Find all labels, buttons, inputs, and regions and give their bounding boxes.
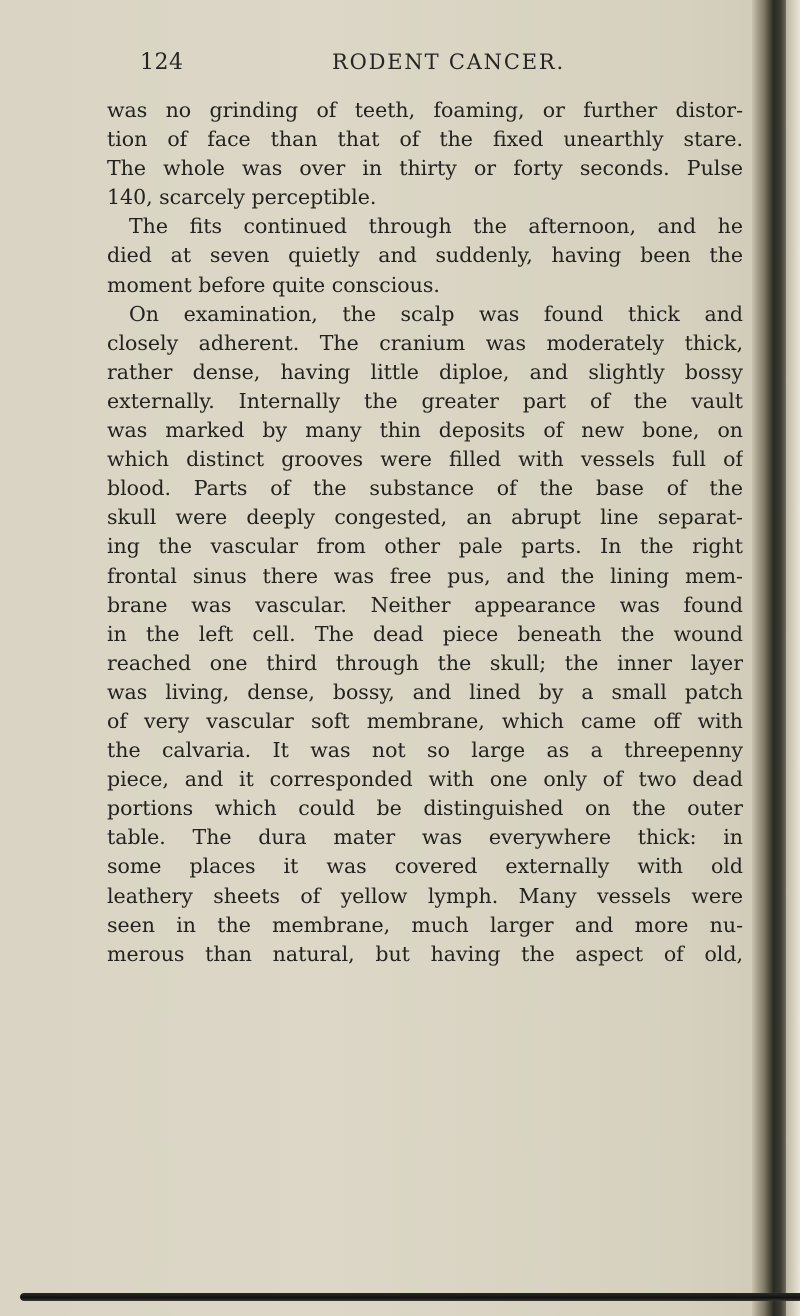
text-line: reached one third through the skull; the inner layer [107,650,743,675]
body-text [107,96,743,969]
text-line: piece, and it corresponded with one only of two dead [107,767,743,792]
text-line: some places it was covered externally with old [107,854,743,879]
text-line: rather dense, having little diploe, and slightly bossy [107,359,743,384]
text-line: portions which could be distinguished on the outer [107,796,743,821]
text-line: externally. Internally the greater part of the vault [107,388,743,413]
text-line: 140, scarcely perceptible. [107,185,377,210]
text-line: blood. Parts of the substance of the base of the [107,476,743,501]
page-number: 124 [140,50,184,75]
text-line: The fits continued through the afternoon, and he [129,214,743,239]
text-line: was marked by many thin deposits of new bone, on [107,418,743,443]
text-line: was no grinding of teeth, foaming, or further distor- [107,98,743,122]
bottom-rule [20,1293,800,1301]
text-line: the calvaria. It was not so large as a threepenny [107,738,743,763]
text-line: brane was vascular. Neither appearance was found [107,592,743,617]
text-line: in the left cell. The dead piece beneath the wound [107,621,743,646]
text-line: skull were deeply congested, an abrupt line separat- [107,505,743,530]
text-line: was living, dense, bossy, and lined by a small patch [107,679,743,704]
text-line: On examination, the scalp was found thick and [129,301,743,326]
text-line: of very vascular soft membrane, which came off with [107,708,743,733]
running-head [122,50,742,80]
running-title: RODENT CANCER. [332,50,565,74]
text-line: which distinct grooves were filled with vessels full of [107,447,743,472]
page-edge [786,0,800,1316]
text-line: closely adherent. The cranium was moderately thick, [107,330,743,355]
text-line: died at seven quietly and suddenly, having been the [107,243,743,268]
text-line: moment before quite conscious. [107,272,440,297]
text-line: table. The dura mater was everywhere thick: in [107,825,743,850]
text-line: ing the vascular from other pale parts. In the right [107,534,743,559]
text-line: merous than natural, but having the aspect of old, [107,941,743,966]
text-line: tion of face than that of the fixed unearthly stare. [107,127,743,152]
text-line: seen in the membrane, much larger and more nu- [107,912,743,937]
text-line: The whole was over in thirty or forty seconds. Pulse [107,156,743,181]
text-line: frontal sinus there was free pus, and the lining mem- [107,563,743,588]
text-line: leathery sheets of yellow lymph. Many vessels were [107,883,743,908]
